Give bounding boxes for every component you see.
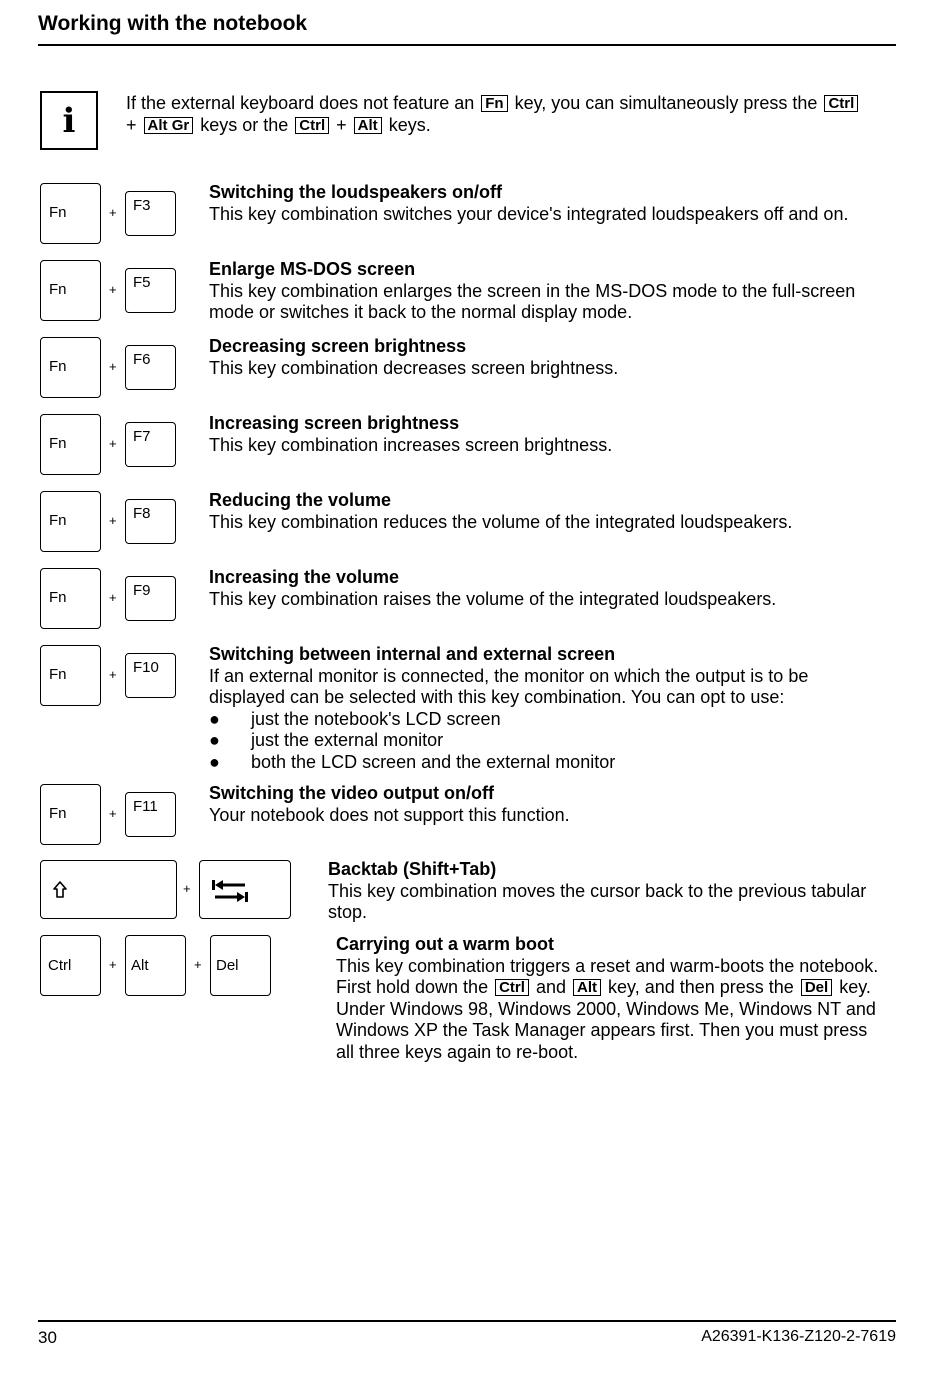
combo-title: Reducing the volume	[209, 490, 392, 510]
f8-key: F8	[125, 499, 176, 544]
f7-key: F7	[125, 422, 176, 467]
backtab-entry	[328, 859, 868, 924]
f5-key: F5	[125, 268, 176, 313]
altgr-keycap: Alt Gr	[144, 117, 194, 134]
ctrl-key: Ctrl	[40, 935, 101, 996]
combo-f11	[209, 783, 874, 826]
combo-desc: This key combination reduces the volume of the integrated loudspeakers.	[209, 511, 793, 532]
plus-sign: +	[109, 667, 117, 682]
fn-key: Fn	[40, 784, 101, 845]
fn-key: Fn	[40, 183, 101, 244]
combo-title: Decreasing screen brightness	[209, 336, 467, 356]
combo-desc: This key combination raises the volume of the integrated loudspeakers.	[209, 588, 777, 609]
alt-keycap: Alt	[573, 979, 601, 996]
page-footer	[38, 1320, 896, 1352]
combo-f7	[209, 413, 874, 456]
fn-key: Fn	[40, 491, 101, 552]
info-note: If the external keyboard does not feature an Fn key, you can simultaneously press the Ctrl + Alt Gr keys or the Ctrl + Alt keys.	[126, 92, 866, 136]
list-item: ● both the LCD screen and the external monitor	[209, 751, 616, 772]
combo-title: Increasing screen brightness	[209, 413, 460, 433]
combo-desc: This key combination switches your device's integrated loudspeakers off and on.	[209, 203, 849, 224]
f11-key: F11	[125, 792, 176, 837]
alt-key: Alt	[125, 935, 186, 996]
plus-sign: +	[109, 957, 117, 972]
combo-f10	[209, 644, 874, 774]
combo-title: Switching the video output on/off	[209, 783, 494, 803]
combo-f9	[209, 567, 874, 610]
fn-key: Fn	[40, 260, 101, 321]
f9-key: F9	[125, 576, 176, 621]
combo-f8	[209, 490, 874, 533]
del-key: Del	[210, 935, 271, 996]
combo-title: Switching between internal and external screen	[209, 644, 616, 664]
combo-title: Switching the loudspeakers on/off	[209, 182, 503, 202]
fn-key: Fn	[40, 337, 101, 398]
warmboot-entry	[336, 934, 886, 1064]
plus-sign: +	[109, 590, 117, 605]
combo-title: Backtab (Shift+Tab)	[328, 859, 497, 879]
fn-keycap: Fn	[481, 95, 507, 112]
combo-desc: This key combination decreases screen brightness.	[209, 357, 619, 378]
list-item: ● just the external monitor	[209, 730, 444, 751]
shift-arrow-icon	[52, 880, 68, 900]
ctrl-keycap: Ctrl	[295, 117, 329, 134]
plus-sign: +	[109, 806, 117, 821]
plus-sign: +	[109, 513, 117, 528]
tab-key	[199, 860, 291, 919]
bullet-list	[209, 709, 874, 774]
plus-sign: +	[109, 359, 117, 374]
shift-key	[40, 860, 177, 919]
tab-arrows-icon	[211, 877, 249, 905]
combo-desc: If an external monitor is connected, the monitor on which the output is to be displayed can be selected with this key combination. You can opt to use:	[209, 665, 809, 708]
plus-sign: +	[183, 881, 191, 896]
combo-title: Carrying out a warm boot	[336, 934, 555, 954]
info-icon: i	[40, 91, 98, 150]
list-item: ● just the notebook's LCD screen	[209, 708, 501, 729]
bullet-icon: ●	[209, 730, 220, 751]
page-title: Working with the notebook	[38, 12, 308, 35]
ctrl-keycap: Ctrl	[495, 979, 529, 996]
f3-key: F3	[125, 191, 176, 236]
fn-key: Fn	[40, 568, 101, 629]
plus-sign: +	[109, 205, 117, 220]
combo-f3	[209, 182, 874, 225]
plus-sign: +	[194, 957, 202, 972]
document-code: A26391-K136-Z120-2-7619	[701, 1328, 896, 1345]
combo-f5	[209, 259, 874, 324]
plus-sign: +	[109, 436, 117, 451]
alt-keycap: Alt	[354, 117, 382, 134]
combo-desc: This key combination moves the cursor back to the previous tabular stop.	[328, 880, 867, 923]
ctrl-keycap: Ctrl	[824, 95, 858, 112]
page-number: 30	[38, 1328, 57, 1347]
page-header	[38, 10, 896, 46]
plus-sign: +	[109, 282, 117, 297]
combo-desc: This key combination increases screen brightness.	[209, 434, 613, 455]
fn-key: Fn	[40, 414, 101, 475]
combo-desc: Your notebook does not support this function.	[209, 804, 570, 825]
combo-f6	[209, 336, 874, 379]
f6-key: F6	[125, 345, 176, 390]
combo-desc: This key combination triggers a reset and warm-boots the notebook. First hold down the Ctrl and Alt key, and then press the Del key. Under Windows 98, Windows 2000, Windows Me, Windows NT and Windows XP the Task Manager appears first. Then you must press all three keys again to re-boot.	[336, 955, 879, 1062]
del-keycap: Del	[801, 979, 832, 996]
bullet-icon: ●	[209, 708, 220, 729]
f10-key: F10	[125, 653, 176, 698]
combo-desc: This key combination enlarges the screen in the MS-DOS mode to the full-screen mode or switches it back to the normal display mode.	[209, 280, 856, 323]
combo-title: Increasing the volume	[209, 567, 400, 587]
fn-key: Fn	[40, 645, 101, 706]
combo-title: Enlarge MS-DOS screen	[209, 259, 416, 279]
bullet-icon: ●	[209, 751, 220, 772]
